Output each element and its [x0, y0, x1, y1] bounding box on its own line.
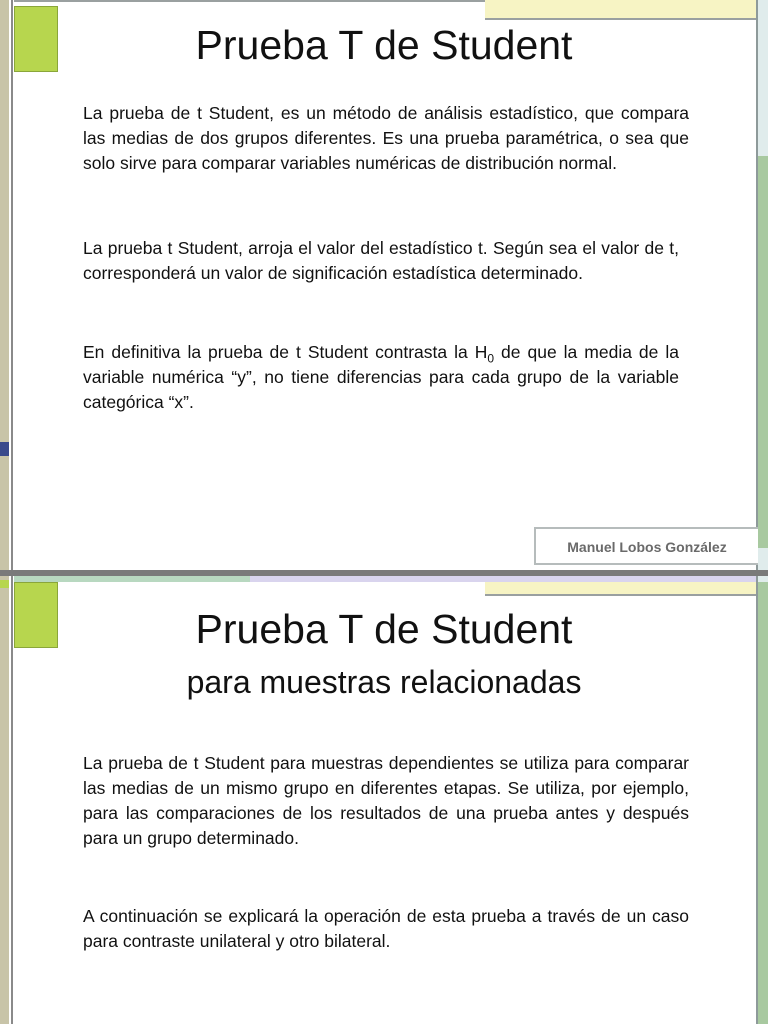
paragraph: La prueba t Student, arroja el valor del estadístico t. Según sea el valor de t, corresponderá un valor de significación estadística determinado. [83, 238, 679, 283]
paragraph: La prueba de t Student, es un método de análisis estadístico, que compara las medias de dos grupos diferentes. Es una prueba paramétrica, o sea que solo sirve para comparar variables numéricas de distribución normal. [83, 103, 689, 173]
top-color-strip [14, 576, 756, 586]
slide-title: Prueba T de Student [195, 606, 573, 652]
right-decor-bar [756, 0, 768, 570]
paragraph: A continuación se explicará la operación de esta prueba a través de un caso para contraste unilateral y otro bilateral. [83, 906, 689, 951]
left-decor-mark [0, 580, 9, 588]
right-decor-green [758, 156, 768, 548]
left-rule [11, 0, 13, 570]
hypothesis-paragraph [83, 340, 679, 415]
slide-2 [0, 576, 768, 1024]
hypothesis-text-start: En definitiva la prueba de t Student contrasta la H [83, 342, 488, 362]
hypothesis-text-end: de que la media de la variable numérica “y”, no tiene diferencias para cada grupo de la variable categórica “x”. [83, 342, 679, 412]
left-decor-mark [0, 442, 9, 456]
strip-lavender [250, 576, 756, 582]
left-decor-bar [0, 0, 9, 570]
author-label: Manuel Lobos González [534, 527, 758, 565]
hypothesis-subscript: 0 [487, 351, 495, 366]
paragraph: La prueba de t Student para muestras dependientes se utiliza para comparar las medias de un mismo grupo en diferentes etapas. Se utiliza, por ejemplo, para las comparaciones de los resultados de una prueba antes y después para un grupo determinado. [83, 753, 689, 848]
slide-subtitle: para muestras relacionadas [186, 664, 582, 700]
top-decor-block [485, 0, 757, 20]
slide-title: Prueba T de Student [195, 22, 573, 68]
